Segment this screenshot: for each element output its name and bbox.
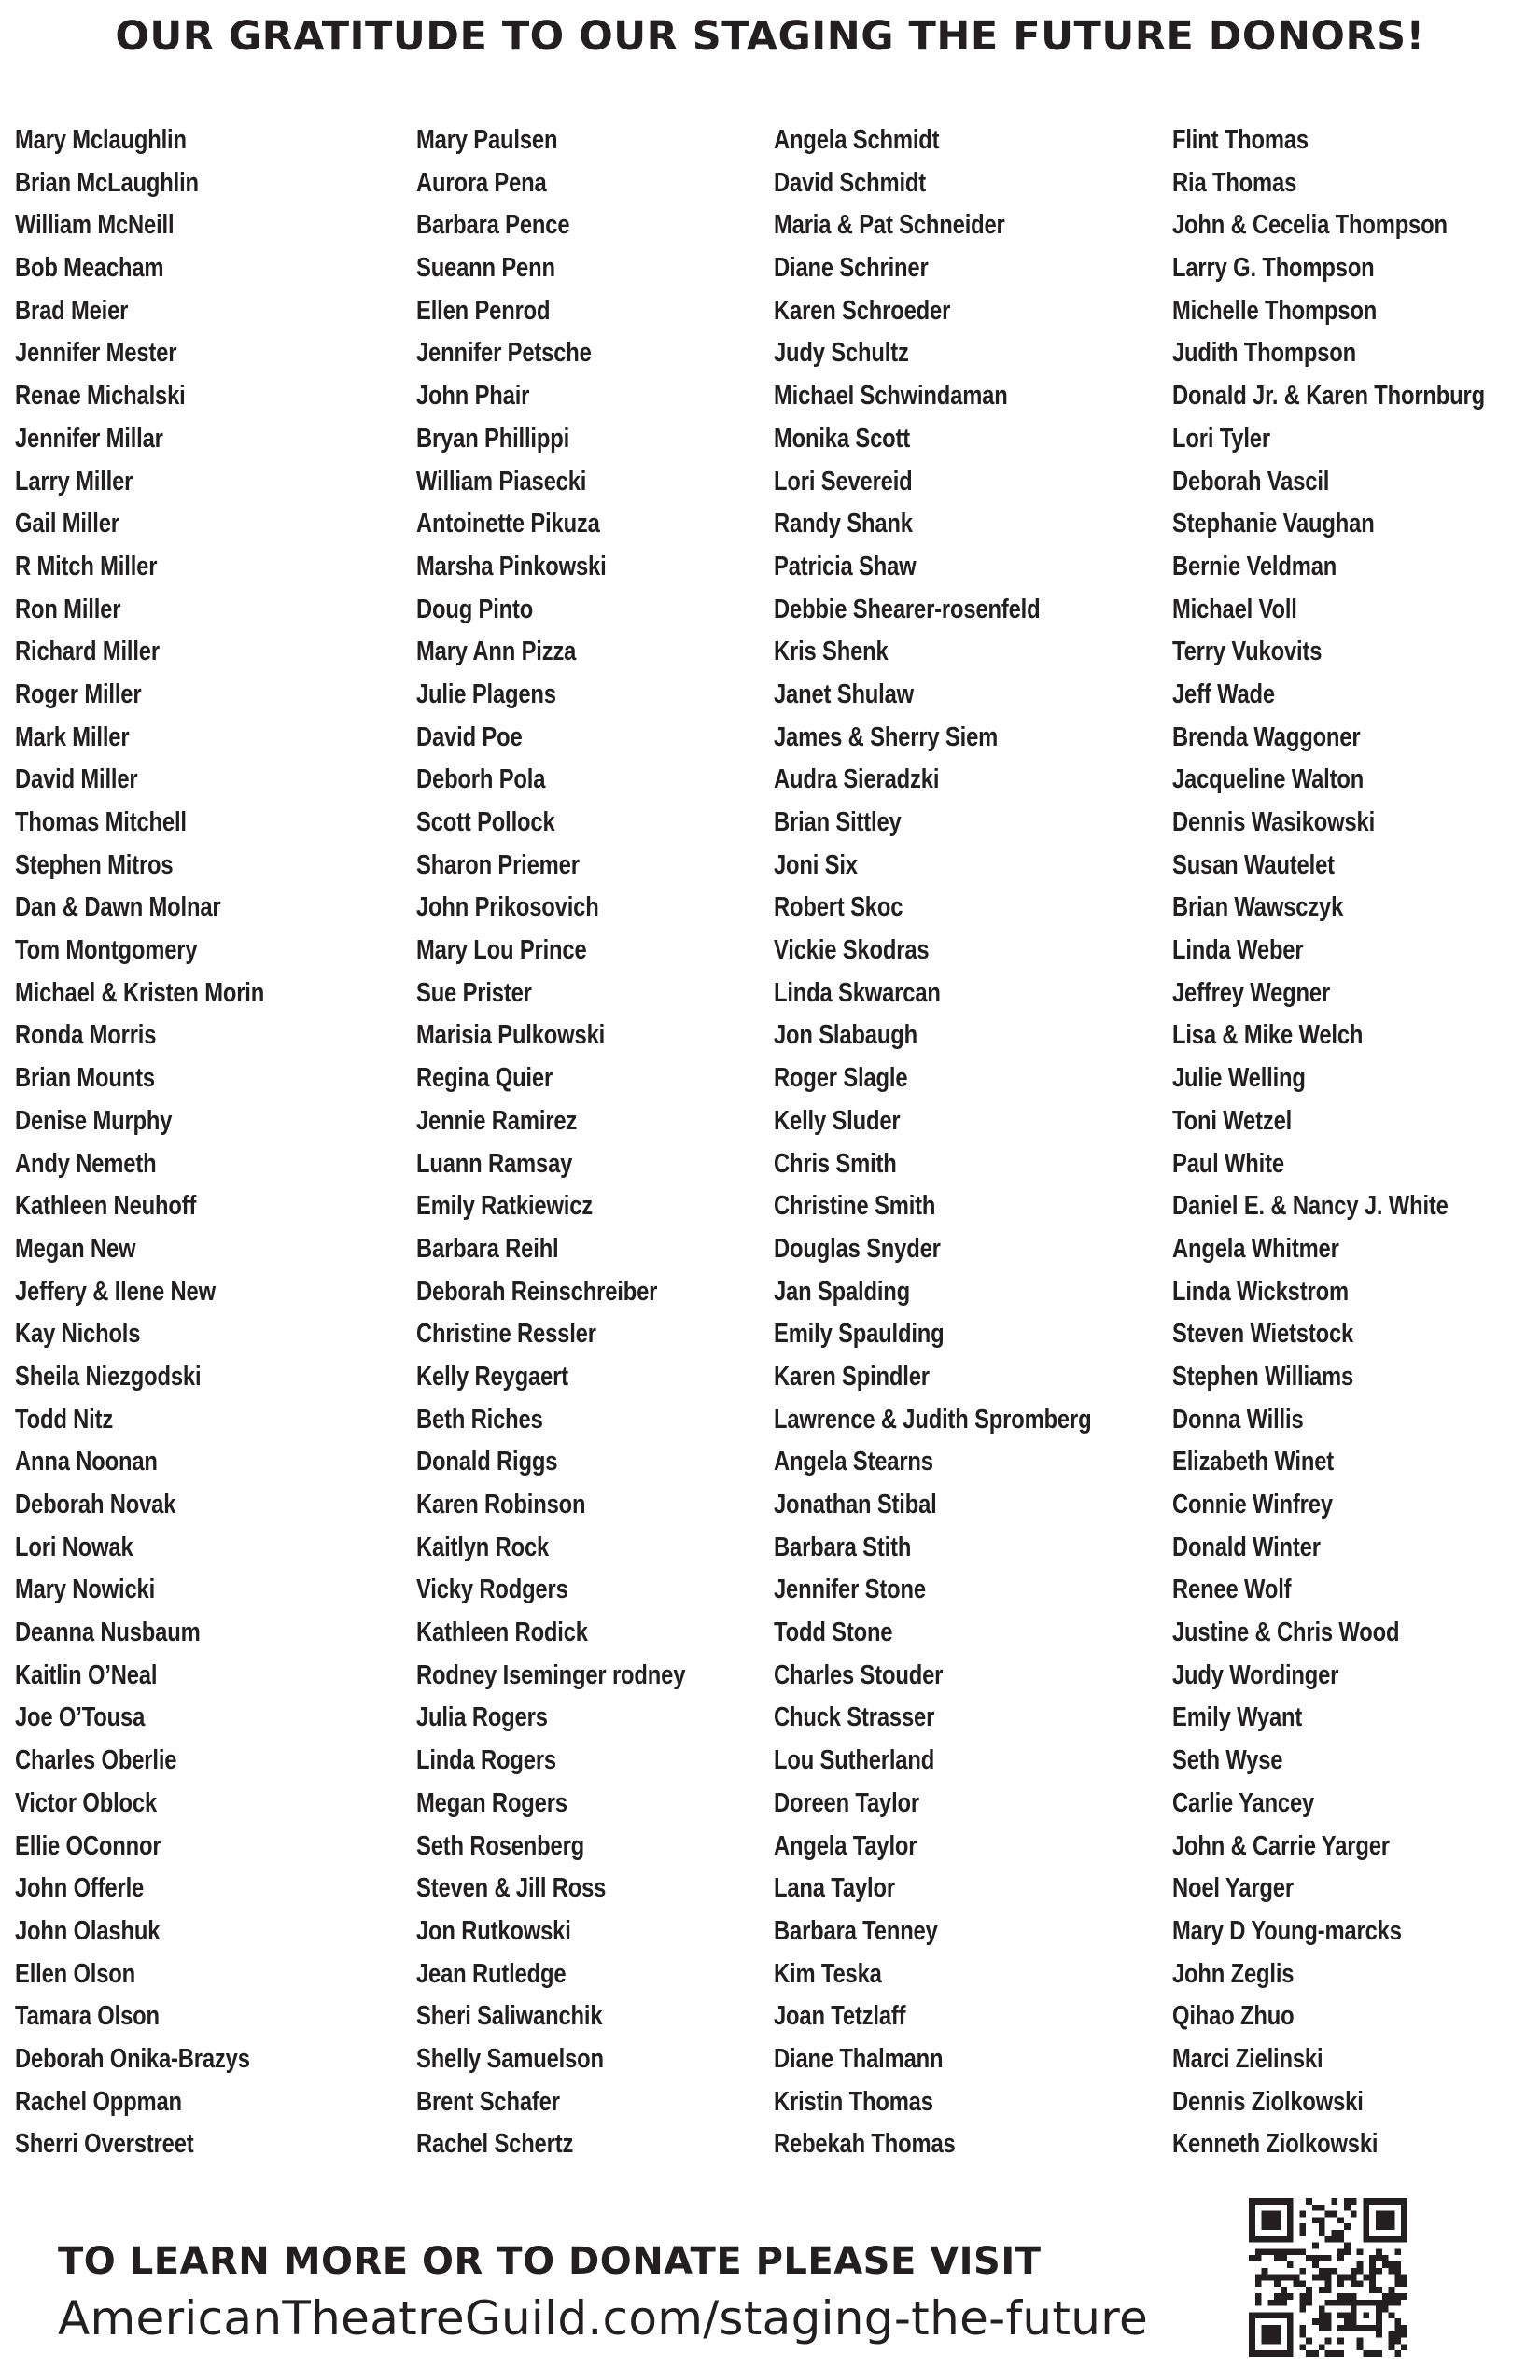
donor-name: Lana Taylor [774,1873,895,1904]
donor-name: Brad Meier [15,295,129,326]
donor-name: John & Cecelia Thompson [1172,210,1448,241]
donor-name: Audra Sieradzki [774,764,940,795]
donor-name: John Olashuk [15,1915,161,1946]
donor-name: Emily Ratkiewicz [416,1191,594,1222]
donor-name: Kathleen Rodick [416,1617,588,1648]
donor-name: Emily Spaulding [774,1319,945,1350]
donor-name: Vicky Rodgers [416,1575,568,1605]
donor-name: Stephen Mitros [15,849,174,880]
donor-name: Angela Stearns [774,1447,933,1477]
donor-name: Roger Slagle [774,1063,908,1094]
donor-name: Megan New [15,1233,136,1264]
donor-name: Bryan Phillippi [416,423,570,454]
donor-name: Joni Six [774,849,858,880]
donor-name: Megan Rogers [416,1787,567,1818]
donor-name: Kelly Reygaert [416,1361,568,1392]
donor-name: Rachel Oppman [15,2086,182,2117]
donor-name: Linda Weber [1172,935,1304,966]
donor-name: Mary Nowicki [15,1575,156,1605]
donor-name: Ronda Morris [15,1020,157,1051]
donor-name: Brian McLaughlin [15,167,199,198]
donor-name: Sharon Priemer [416,849,580,880]
donor-name: Doug Pinto [416,594,534,624]
donor-name: Dan & Dawn Molnar [15,892,221,923]
donor-name: Connie Winfrey [1172,1490,1333,1519]
donor-name: Sheri Saliwanchik [416,2001,603,2032]
donor-name: Jean Rutledge [416,1958,567,1989]
donor-name: Regina Quier [416,1063,553,1094]
donor-name: Kris Shenk [774,637,889,667]
donor-name: Mary D Young-marcks [1172,1915,1402,1946]
donor-name: Michael Voll [1172,594,1297,624]
donor-name: Ria Thomas [1172,167,1297,198]
donor-name: John Zeglis [1172,1958,1295,1989]
donor-name: John Offerle [15,1873,145,1904]
donor-name: Jennie Ramirez [416,1105,578,1136]
donor-name: Lori Nowak [15,1532,133,1562]
donor-name: Linda Skwarcan [774,977,941,1008]
donor-name: Rebekah Thomas [774,2129,956,2160]
donor-name: Jennifer Millar [15,423,163,454]
donor-name: Barbara Tenney [774,1915,938,1946]
donor-name: Emily Wyant [1172,1702,1303,1733]
donor-name: Julie Plagens [416,679,556,709]
donor-name: Diane Schriner [774,253,929,284]
donor-name: Janet Shulaw [774,679,915,709]
donor-name: Angela Taylor [774,1830,917,1861]
donor-name: Stephen Williams [1172,1361,1354,1392]
donor-name: Mary Ann Pizza [416,637,577,667]
donor-name: Donna Willis [1172,1404,1304,1435]
donor-name: Deanna Nusbaum [15,1617,201,1648]
donor-name: Stephanie Vaughan [1172,509,1375,539]
donor-name: Joan Tetzlaff [774,2001,906,2032]
donor-name: Kaitlyn Rock [416,1532,550,1562]
donor-name: Karen Robinson [416,1490,586,1519]
donor-name: Luann Ramsay [416,1148,573,1179]
donor-name: Deborh Pola [416,764,546,795]
donor-column-2 [416,119,745,2166]
donor-name: Qihao Zhuo [1172,2001,1295,2032]
donor-name: Barbara Reihl [416,1233,559,1264]
donor-name: Rodney Iseminger rodney [416,1659,686,1690]
donor-name: Karen Schroeder [774,295,951,326]
donor-name: Beth Riches [416,1404,543,1435]
donor-name: Scott Pollock [416,807,555,837]
donor-name: James & Sherry Siem [774,721,999,752]
donor-name: Doreen Taylor [774,1787,920,1818]
donor-name: Paul White [1172,1148,1284,1179]
donor-name: Tom Montgomery [15,935,198,966]
donor-name: Marsha Pinkowski [416,551,607,581]
donor-name: Jon Rutkowski [416,1915,571,1946]
donor-name: Jennifer Mester [15,338,177,369]
donor-name: Sueann Penn [416,253,555,284]
donor-name: Jeff Wade [1172,679,1275,709]
donor-name: Angela Whitmer [1172,1233,1339,1264]
donor-name: Donald Winter [1172,1532,1321,1562]
donor-name: Brian Mounts [15,1063,155,1094]
donor-name: Noel Yarger [1172,1873,1294,1904]
donor-name: Jon Slabaugh [774,1020,917,1051]
donor-name: Ellie OConnor [15,1830,161,1861]
donor-name: Toni Wetzel [1172,1105,1293,1136]
donate-call-to-action: TO LEARN MORE OR TO DONATE PLEASE VISIT [58,2240,1042,2283]
donor-name: Todd Nitz [15,1404,114,1435]
donor-name: David Poe [416,721,523,752]
donor-name: Monika Scott [774,423,911,454]
donor-name: Larry G. Thompson [1172,253,1375,284]
donor-name: Barbara Pence [416,210,570,241]
donor-name: Renae Michalski [15,381,186,412]
donor-name: Daniel E. & Nancy J. White [1172,1191,1449,1222]
donor-name: Kelly Sluder [774,1105,901,1136]
donor-name: Michelle Thompson [1172,295,1378,326]
donor-name: David Schmidt [774,167,927,198]
donor-name: Lou Sutherland [774,1745,935,1776]
donor-name: Denise Murphy [15,1105,173,1136]
donor-name: Michael Schwindaman [774,381,1008,412]
donor-name: Jacqueline Walton [1172,764,1365,795]
donor-name: Ron Miller [15,594,121,624]
donate-url-link[interactable]: AmericanTheatreGuild.com/staging-the-future [58,2291,1149,2345]
donor-name: David Miller [15,764,138,795]
donor-name: Jeffrey Wegner [1172,977,1331,1008]
donor-name: Marisia Pulkowski [416,1020,606,1051]
donor-name: Anna Noonan [15,1447,158,1477]
donor-name: Deborah Reinschreiber [416,1276,658,1307]
donor-name: Linda Wickstrom [1172,1276,1349,1307]
donor-name: Victor Oblock [15,1787,158,1818]
donor-name: Tamara Olson [15,2001,160,2032]
donor-name: Karen Spindler [774,1361,930,1392]
donor-name: Kay Nichols [15,1319,141,1350]
donor-name: William McNeill [15,210,175,241]
donor-name: Sherri Overstreet [15,2129,194,2160]
donor-name: Chuck Strasser [774,1702,935,1733]
donor-name: Chris Smith [774,1148,897,1179]
donor-name: Rachel Schertz [416,2129,574,2160]
donor-column-4 [1172,119,1540,2166]
donor-name: John Phair [416,381,530,412]
donor-name: Brenda Waggoner [1172,721,1361,752]
donor-name: Kenneth Ziolkowski [1172,2129,1379,2160]
donor-name: Debbie Shearer-rosenfeld [774,594,1041,624]
donor-name: Justine & Chris Wood [1172,1617,1400,1648]
donor-name: Steven & Jill Ross [416,1873,607,1904]
donor-name: Brian Sittley [774,807,902,837]
donor-name: Lori Tyler [1172,423,1270,454]
donor-name: Donald Jr. & Karen Thornburg [1172,381,1485,412]
donor-name: Mark Miller [15,721,130,752]
donor-name: Judy Wordinger [1172,1659,1339,1690]
donor-name: Richard Miller [15,637,160,667]
donor-name: Antoinette Pikuza [416,509,600,539]
donor-name: Dennis Ziolkowski [1172,2086,1364,2117]
donor-name: Brian Wawsczyk [1172,892,1344,923]
donor-name: Christine Smith [774,1191,936,1222]
donor-name: Larry Miller [15,466,133,497]
donor-name: Judy Schultz [774,338,909,369]
donor-name: Lori Severeid [774,466,913,497]
donor-name: Susan Wautelet [1172,849,1335,880]
donor-name: Gail Miller [15,509,119,539]
donor-name: Maria & Pat Schneider [774,210,1005,241]
donor-name: John & Carrie Yarger [1172,1830,1390,1861]
donor-name: Judith Thompson [1172,338,1357,369]
donor-name: Douglas Snyder [774,1233,941,1264]
donor-name: Carlie Yancey [1172,1787,1315,1818]
donor-name: Diane Thalmann [774,2043,944,2074]
page-title: OUR GRATITUDE TO OUR STAGING THE FUTURE DONORS! [115,13,1425,60]
donor-name: Jennifer Stone [774,1575,926,1605]
donor-name: Kristin Thomas [774,2086,933,2117]
donor-name: Jonathan Stibal [774,1490,937,1519]
donor-name: R Mitch Miller [15,551,158,581]
qr-code-icon[interactable] [1249,2198,1407,2357]
donor-name: Robert Skoc [774,892,903,923]
donor-name: Jeffery & Ilene New [15,1276,216,1307]
donor-name: Linda Rogers [416,1745,556,1776]
donor-name: Bernie Veldman [1172,551,1337,581]
donor-name: Mary Mclaughlin [15,125,187,155]
donor-name: Deborah Vascil [1172,466,1330,497]
donor-name: Patricia Shaw [774,551,917,581]
donor-name: Michael & Kristen Morin [15,977,265,1008]
donor-name: Renee Wolf [1172,1575,1292,1605]
donor-name: Bob Meacham [15,253,164,284]
donor-name: Mary Lou Prince [416,935,587,966]
donor-name: Shelly Samuelson [416,2043,604,2074]
donor-name: Deborah Onika-Brazys [15,2043,250,2074]
donor-name: Andy Nemeth [15,1148,157,1179]
donor-name: Randy Shank [774,509,913,539]
donor-name: Angela Schmidt [774,125,940,155]
donor-name: Ellen Olson [15,1958,136,1989]
donor-name: Christine Ressler [416,1319,596,1350]
donor-name: Terry Vukovits [1172,637,1323,667]
donor-column-3 [774,119,1161,2166]
donor-name: Brent Schafer [416,2086,560,2117]
donor-name: Kim Teska [774,1958,882,1989]
donor-name: Joe O’Tousa [15,1702,146,1733]
donor-name: Marci Zielinski [1172,2043,1323,2074]
donor-name: Sheila Niezgodski [15,1361,202,1392]
donor-name: Ellen Penrod [416,295,551,326]
donor-name: Lisa & Mike Welch [1172,1020,1364,1051]
donor-name: Barbara Stith [774,1532,912,1562]
donor-name: Kaitlin O’Neal [15,1659,158,1690]
donor-name: Flint Thomas [1172,125,1309,155]
donor-name: Charles Stouder [774,1659,944,1690]
donor-name: Sue Prister [416,977,532,1008]
donor-name: Julie Welling [1172,1063,1306,1094]
donor-name: Julia Rogers [416,1702,548,1733]
donor-name: Seth Wyse [1172,1745,1283,1776]
donor-name: Seth Rosenberg [416,1830,585,1861]
donor-name: Mary Paulsen [416,125,558,155]
donor-name: Vickie Skodras [774,935,930,966]
donor-name: Kathleen Neuhoff [15,1191,197,1222]
donor-name: Jennifer Petsche [416,338,592,369]
donor-name: Steven Wietstock [1172,1319,1354,1350]
donor-name: Roger Miller [15,679,142,709]
donor-name: Lawrence & Judith Spromberg [774,1404,1092,1435]
donor-name: Charles Oberlie [15,1745,177,1776]
donor-name: Deborah Novak [15,1490,176,1519]
donor-name: Elizabeth Winet [1172,1447,1335,1477]
donor-name: William Piasecki [416,466,587,497]
donor-name: Donald Riggs [416,1447,558,1477]
donor-name: John Prikosovich [416,892,599,923]
donor-name: Aurora Pena [416,167,547,198]
donor-name: Thomas Mitchell [15,807,187,837]
donor-column-1 [15,119,319,2166]
donor-name: Jan Spalding [774,1276,911,1307]
donor-name: Todd Stone [774,1617,893,1648]
donor-name: Dennis Wasikowski [1172,807,1376,837]
